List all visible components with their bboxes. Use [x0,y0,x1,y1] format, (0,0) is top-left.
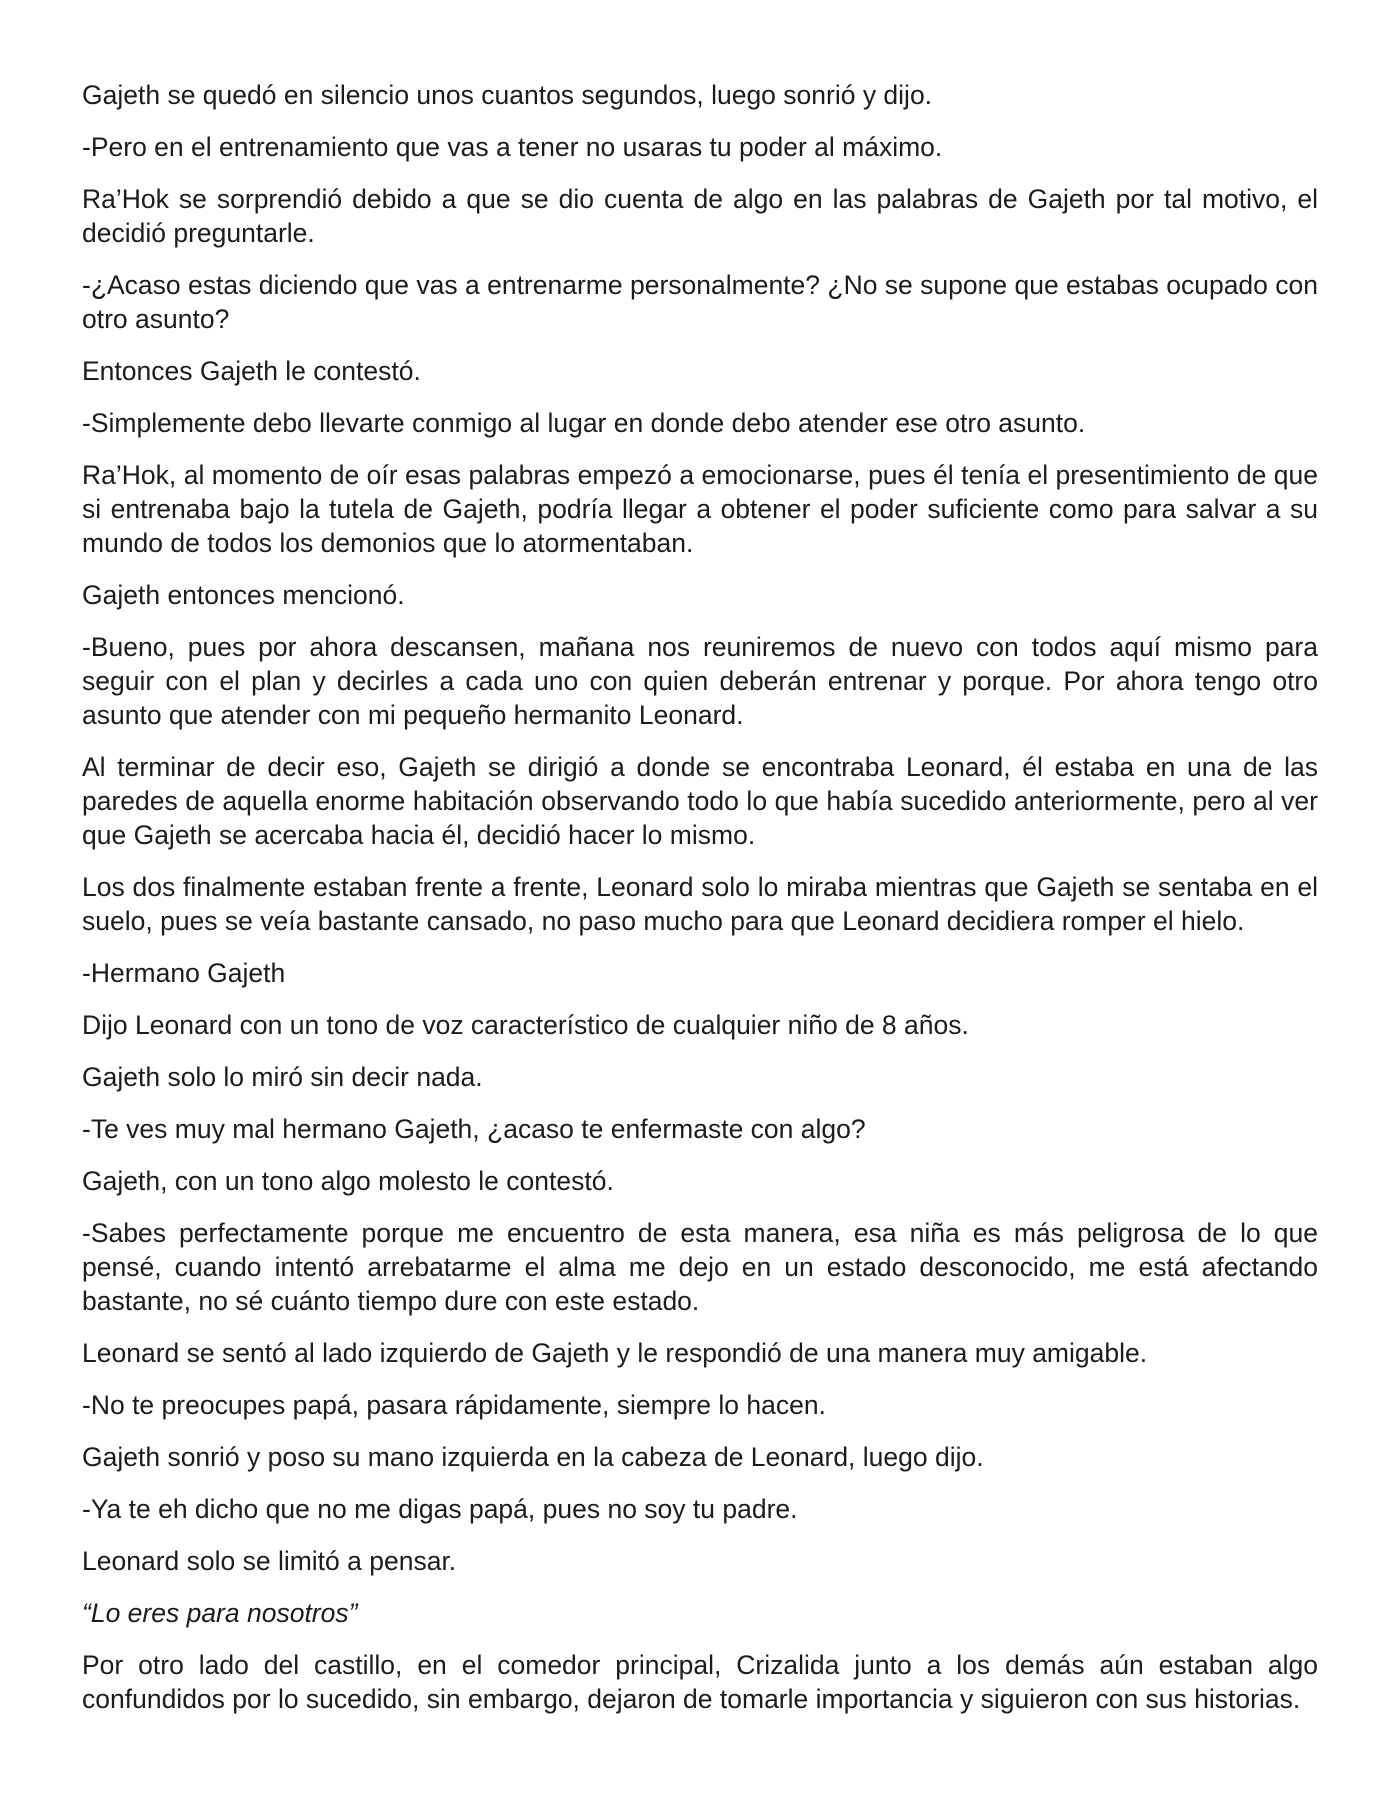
paragraph: Gajeth, con un tono algo molesto le contestó. [82,1166,614,1196]
dialogue-line: -Simplemente debo llevarte conmigo al lugar en donde debo atender ese otro asunto. [82,408,1086,438]
dialogue-line: -¿Acaso estas diciendo que vas a entrenarme personalmente? ¿No se supone que estabas ocupado con otro asunto? [82,270,1318,334]
paragraph: Dijo Leonard con un tono de voz característico de cualquier niño de 8 años. [82,1010,969,1040]
paragraph: Leonard se sentó al lado izquierdo de Gajeth y le respondió de una manera muy amigable. [82,1338,1148,1368]
dialogue-line: -Te ves muy mal hermano Gajeth, ¿acaso te enfermaste con algo? [82,1114,866,1144]
paragraph: Al terminar de decir eso, Gajeth se dirigió a donde se encontraba Leonard, él estaba en una de las paredes de aquella enorme habitación observando todo lo que había sucedido anteriormente, pero al ver que Gajeth se acercaba hacia él, decidió hacer lo mismo. [82,752,1318,850]
paragraph: Ra’Hok se sorprendió debido a que se dio cuenta de algo en las palabras de Gajeth por tal motivo, el decidió preguntarle. [82,184,1318,248]
paragraph: Gajeth solo lo miró sin decir nada. [82,1062,483,1092]
dialogue-line: -Hermano Gajeth [82,958,286,988]
paragraph: Gajeth se quedó en silencio unos cuantos segundos, luego sonrió y dijo. [82,80,933,110]
dialogue-line: -Bueno, pues por ahora descansen, mañana nos reuniremos de nuevo con todos aquí mismo para seguir con el plan y decirles a cada uno con quien deberán entrenar y porque. Por ahora tengo otro asunto que atender con mi pequeño hermanito Leonard. [82,632,1318,730]
paragraph: Ra’Hok, al momento de oír esas palabras empezó a emocionarse, pues él tenía el presentimiento de que si entrenaba bajo la tutela de Gajeth, podría llegar a obtener el poder suficiente como para salvar a su mundo de todos los demonios que lo atormentaban. [82,460,1318,558]
document-page [82,78,1318,1734]
paragraph: Los dos finalmente estaban frente a frente, Leonard solo lo miraba mientras que Gajeth se sentaba en el suelo, pues se veía bastante cansado, no paso mucho para que Leonard decidiera romper el hielo. [82,872,1318,936]
dialogue-line: -Sabes perfectamente porque me encuentro de esta manera, esa niña es más peligrosa de lo que pensé, cuando intentó arrebatarme el alma me dejo en un estado desconocido, me está afectando bastante, no sé cuánto tiempo dure con este estado. [82,1218,1318,1316]
paragraph: Leonard solo se limitó a pensar. [82,1546,457,1576]
dialogue-line: -Pero en el entrenamiento que vas a tener no usaras tu poder al máximo. [82,132,943,162]
paragraph: Por otro lado del castillo, en el comedor principal, Crizalida junto a los demás aún estaban algo confundidos por lo sucedido, sin embargo, dejaron de tomarle importancia y siguieron con sus historias. [82,1650,1318,1714]
paragraph: Entonces Gajeth le contestó. [82,356,421,386]
paragraph: Gajeth sonrió y poso su mano izquierda en la cabeza de Leonard, luego dijo. [82,1442,984,1472]
dialogue-line: -Ya te eh dicho que no me digas papá, pues no soy tu padre. [82,1494,798,1524]
paragraph: Gajeth entonces mencionó. [82,580,405,610]
thought-line: “Lo eres para nosotros” [82,1598,358,1628]
dialogue-line: -No te preocupes papá, pasara rápidamente, siempre lo hacen. [82,1390,826,1420]
